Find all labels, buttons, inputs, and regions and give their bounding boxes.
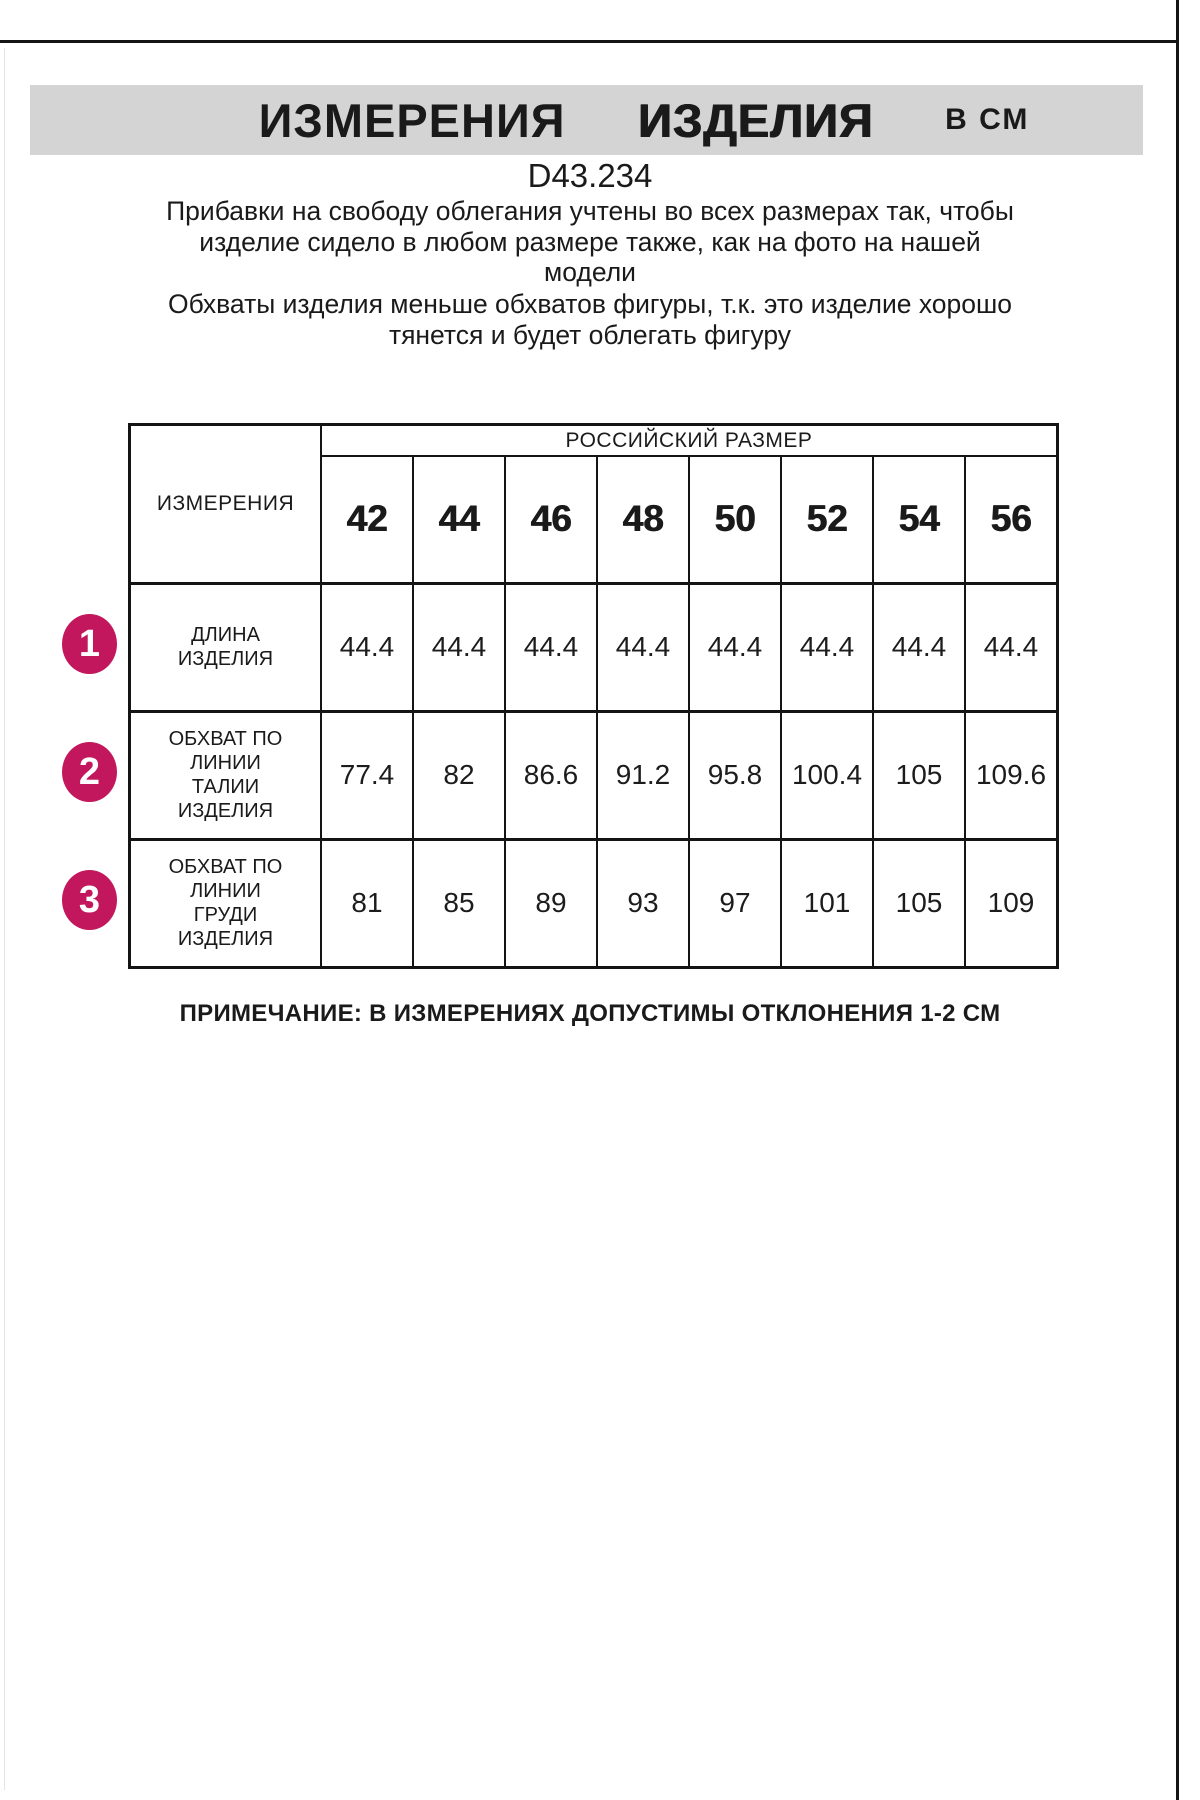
length-value-46: 44.4	[505, 583, 597, 711]
intro-paragraph-stretch	[60, 289, 1120, 350]
title-unit-cm: В СМ	[945, 103, 1030, 136]
size-header-54: 54	[873, 456, 965, 583]
length-value-44: 44.4	[413, 583, 505, 711]
size-header-56: 56	[965, 456, 1058, 583]
length-value-42: 44.4	[321, 583, 413, 711]
table-row-waist	[130, 711, 1058, 839]
intro-paragraph-stretch-line-2: тянется и будет облегать фигуру	[388, 319, 792, 350]
page-border-top	[0, 40, 1179, 43]
corner-label-cell: ИЗМЕРЕНИЯ	[130, 425, 322, 584]
chest-value-48: 93	[597, 839, 689, 967]
intro-paragraph-ease	[60, 196, 1120, 288]
length-value-54: 44.4	[873, 583, 965, 711]
row-label-length: ДЛИНА ИЗДЕЛИЯ	[130, 583, 322, 711]
row-label-chest: ОБХВАТ ПО ЛИНИИ ГРУДИ ИЗДЕЛИЯ	[130, 839, 322, 967]
size-header-46: 46	[505, 456, 597, 583]
chest-value-52: 101	[781, 839, 873, 967]
row-marker-2-badge: 2	[62, 742, 117, 802]
length-value-56: 44.4	[965, 583, 1058, 711]
row-marker-1-badge: 1	[62, 614, 117, 674]
size-header-42: 42	[321, 456, 413, 583]
chest-value-44: 85	[413, 839, 505, 967]
chest-value-54: 105	[873, 839, 965, 967]
intro-paragraph-ease-line-2: изделие сидело в любом размере также, как на фото на нашей	[199, 226, 981, 257]
waist-value-56: 109.6	[965, 711, 1058, 839]
intro-paragraph-stretch-line-1: Обхваты изделия меньше обхватов фигуры, т.к. это изделие хорошо	[167, 289, 1013, 319]
size-header-44: 44	[413, 456, 505, 583]
chest-value-46: 89	[505, 839, 597, 967]
table-row-length	[130, 583, 1058, 711]
article-code: D43.234	[527, 157, 653, 194]
waist-value-44: 82	[413, 711, 505, 839]
page-border-right	[1176, 0, 1179, 1800]
intro-paragraph-ease-line-1: Прибавки на свободу облегания учтены во всех размерах так, чтобы	[166, 196, 1014, 226]
size-header-50: 50	[689, 456, 781, 583]
length-value-50: 44.4	[689, 583, 781, 711]
row-label-waist: ОБХВАТ ПО ЛИНИИ ТАЛИИ ИЗДЕЛИЯ	[130, 711, 322, 839]
tolerance-footnote: ПРИМЕЧАНИЕ: В ИЗМЕРЕНИЯХ ДОПУСТИМЫ ОТКЛОНЕНИЯ 1-2 СМ	[179, 1000, 1001, 1027]
group-header-row	[130, 425, 1058, 457]
size-header-52: 52	[781, 456, 873, 583]
waist-value-54: 105	[873, 711, 965, 839]
group-header-cell: РОССИЙСКИЙ РАЗМЕР	[321, 425, 1058, 457]
page-border-left	[4, 48, 5, 1790]
chest-value-56: 109	[965, 839, 1058, 967]
row-marker-3-badge: 3	[62, 870, 117, 930]
chest-value-42: 81	[321, 839, 413, 967]
waist-value-48: 91.2	[597, 711, 689, 839]
chest-value-50: 97	[689, 839, 781, 967]
title-word-measurements: ИЗМЕРЕНИЯ	[258, 93, 566, 147]
title-band	[30, 85, 1143, 155]
waist-value-46: 86.6	[505, 711, 597, 839]
size-table	[128, 423, 1059, 969]
length-value-48: 44.4	[597, 583, 689, 711]
intro-paragraph-ease-line-3: модели	[544, 257, 636, 287]
length-value-52: 44.4	[781, 583, 873, 711]
table-row-chest	[130, 839, 1058, 967]
waist-value-52: 100.4	[781, 711, 873, 839]
waist-value-50: 95.8	[689, 711, 781, 839]
size-header-48: 48	[597, 456, 689, 583]
title-word-product: ИЗДЕЛИЯ	[637, 93, 874, 147]
waist-value-42: 77.4	[321, 711, 413, 839]
